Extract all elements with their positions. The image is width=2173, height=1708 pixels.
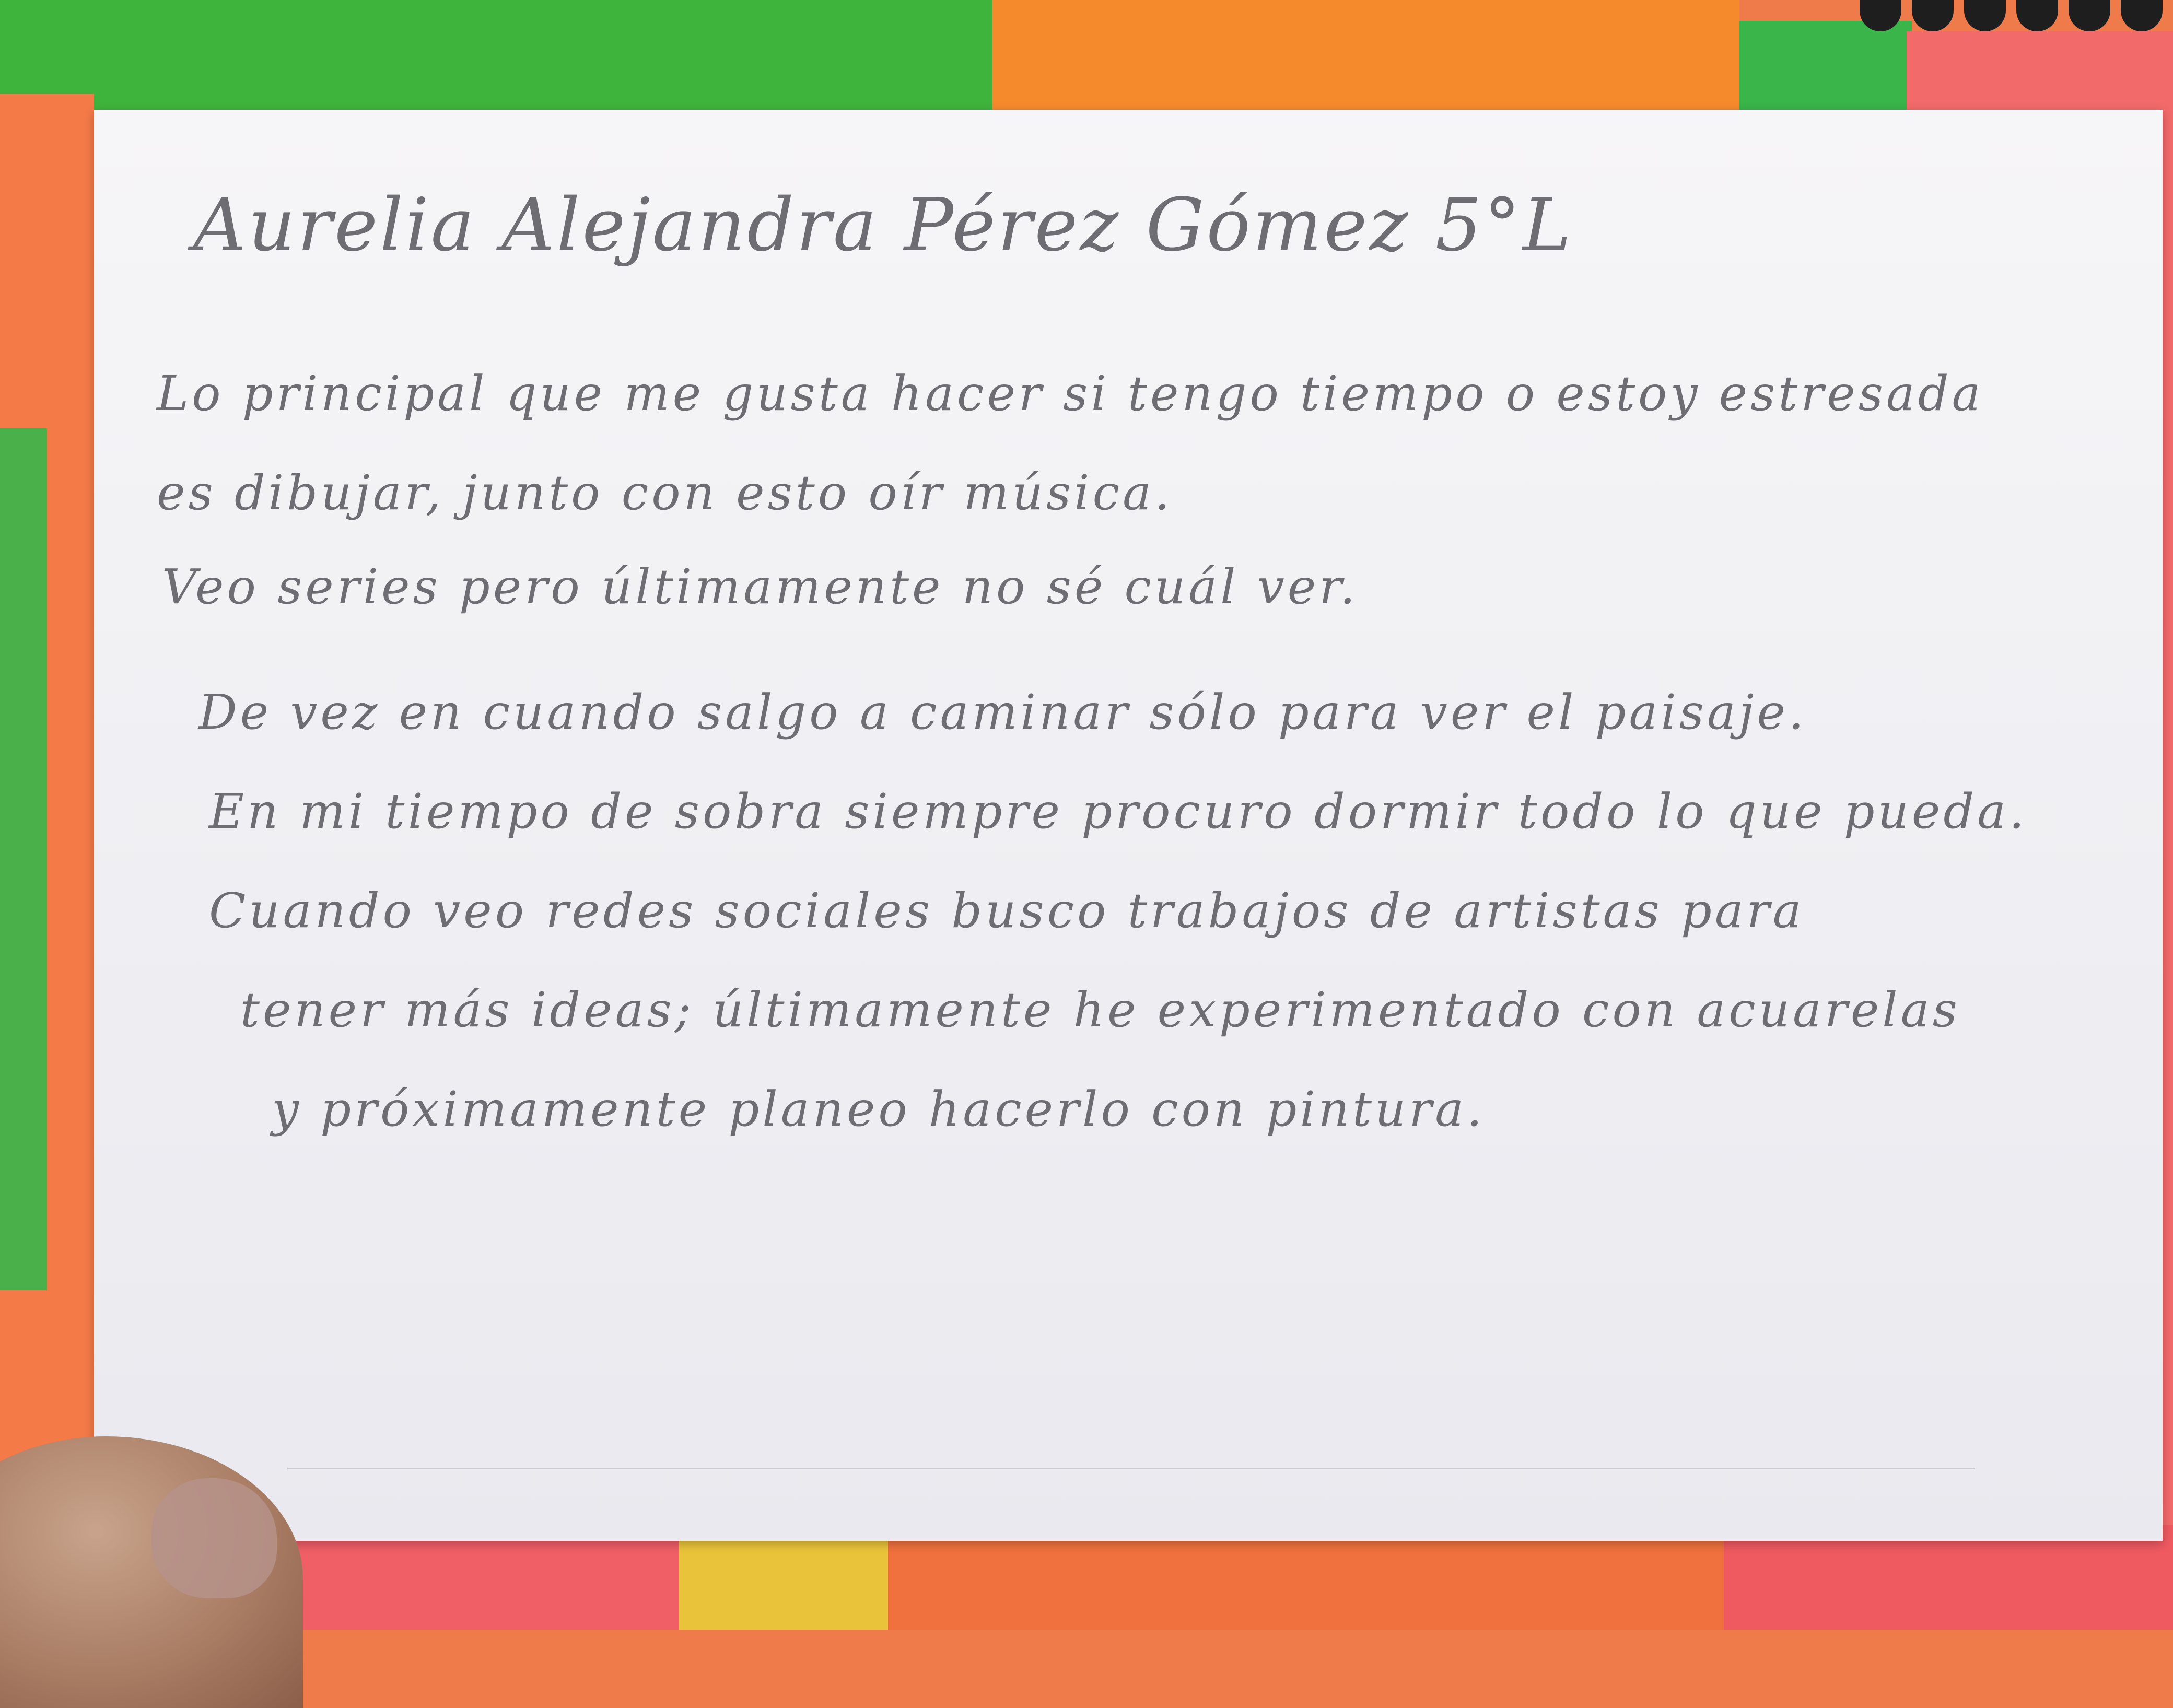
handwritten-paper: [94, 110, 2163, 1541]
spiral-ring: [1912, 0, 1954, 31]
spiral-ring: [1860, 0, 1901, 31]
text-line: tener más ideas; últimamente he experimentado con acuarelas: [240, 982, 1960, 1038]
spiral-ring: [2121, 0, 2163, 31]
spiral-ring: [2016, 0, 2058, 31]
faint-ruled-line: [287, 1468, 1975, 1469]
notebook-spiral-binding: [1739, 0, 2173, 37]
green-sticky-note: [0, 428, 47, 1290]
text-line: es dibujar, junto con esto oír música.: [157, 465, 1173, 521]
yellow-sticky-note: [679, 1530, 888, 1630]
text-line: De vez en cuando salgo a caminar sólo para ver el paisaje.: [198, 684, 1807, 740]
text-line: En mi tiempo de sobra siempre procuro dormir todo lo que pueda.: [209, 783, 2028, 839]
pink-sticky-note: [1724, 1525, 2173, 1630]
orange-sticky-note: [888, 1525, 1724, 1630]
text-line: Veo series pero últimamente no sé cuál ver.: [162, 559, 1359, 615]
student-name: Aurelia Alejandra Pérez Gómez 5°L: [193, 183, 1573, 268]
spiral-ring: [1964, 0, 2006, 31]
spiral-ring: [2069, 0, 2110, 31]
text-line: y próximamente planeo hacerlo con pintura.: [272, 1081, 1486, 1137]
thumbnail: [151, 1478, 277, 1598]
text-line: Lo principal que me gusta hacer si tengo tiempo o estoy estresada: [157, 366, 1984, 422]
text-line: Cuando veo redes sociales busco trabajos de artistas para: [209, 883, 1805, 939]
